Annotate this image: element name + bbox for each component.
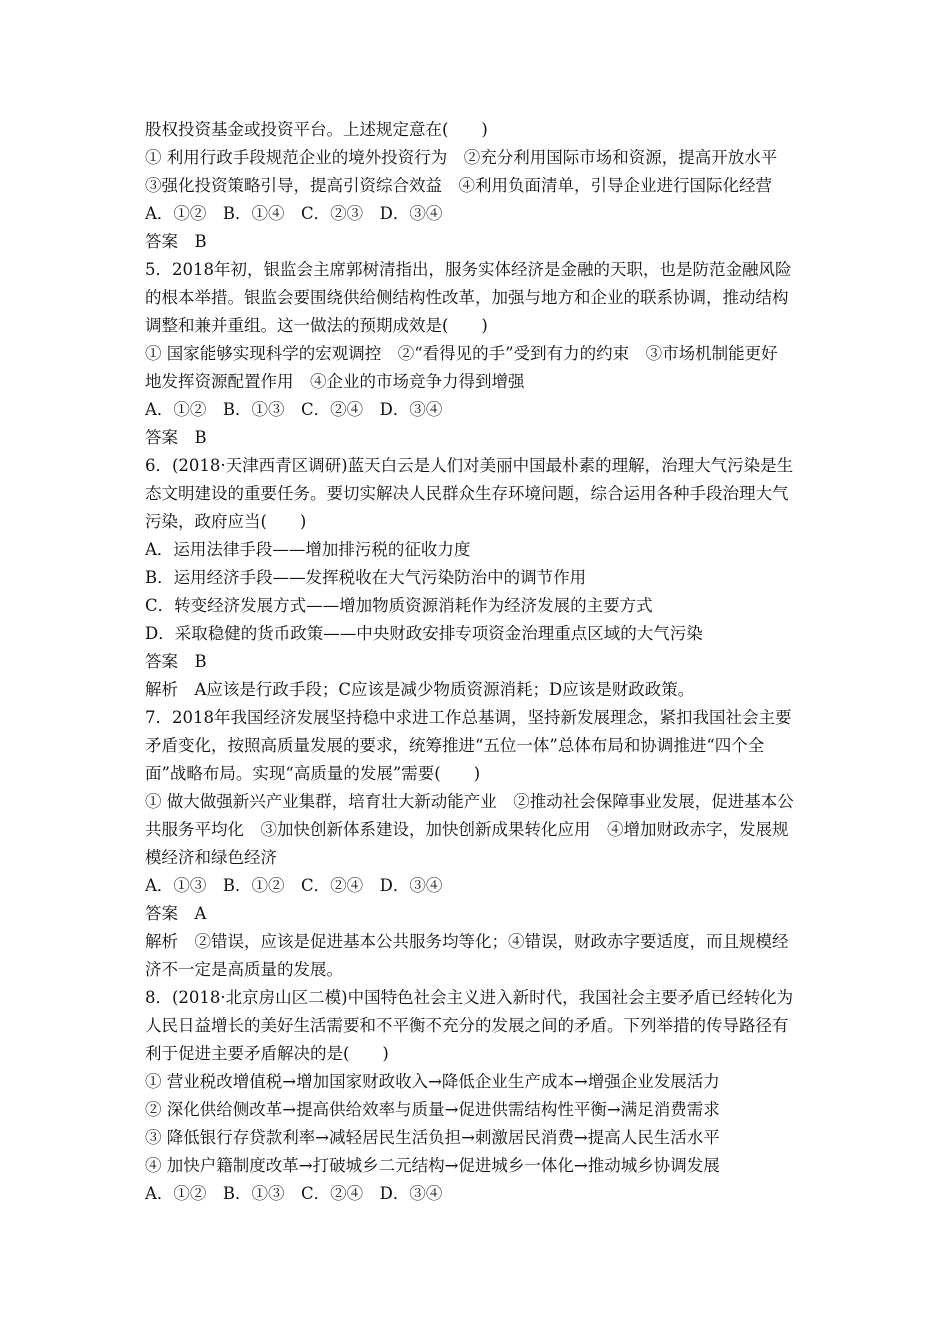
choice-d: D．采取稳健的货币政策——中央财政安排专项资金治理重点区域的大气污染 xyxy=(145,624,703,643)
option-line: ① 国家能够实现科学的宏观调控 ②“看得见的手”受到有力的约束 ③市场机制能更好 xyxy=(145,344,778,363)
choices-line: A．①② B．①③ C．②④ D．③④ xyxy=(145,1184,443,1203)
option-line: 共服务平均化 ③加快创新体系建设，加快创新成果转化应用 ④增加财政赤字，发展规 xyxy=(145,820,789,839)
option-line: ② 深化供给侧改革→提高供给效率与质量→促进供需结构性平衡→满足消费需求 xyxy=(145,1100,720,1119)
analysis-line: 济不一定是高质量的发展。 xyxy=(145,960,343,979)
option-line: 地发挥资源配置作用 ④企业的市场竞争力得到增强 xyxy=(145,372,525,391)
answer-line: 答案 B xyxy=(145,652,207,671)
question-6: 6．(2018·天津西青区调研)蓝天白云是人们对美丽中国最朴素的理解，治理大气污染是生 xyxy=(145,456,794,475)
text-line: 人民日益增长的美好生活需要和不平衡不充分的发展之间的矛盾。下列举措的传导路径有 xyxy=(145,1016,789,1035)
answer-line: 答案 B xyxy=(145,428,207,447)
choices-line: A．①③ B．①② C．②④ D．③④ xyxy=(145,876,443,895)
text-line: 的根本举措。银监会要围绕供给侧结构性改革，加强与地方和企业的联系协调，推动结构 xyxy=(145,288,789,307)
text-line: 面”战略布局。实现“高质量的发展”需要( ) xyxy=(145,764,481,783)
question-5: 5．2018年初，银监会主席郭树清指出，服务实体经济是金融的天职，也是防范金融风险 xyxy=(145,260,792,279)
document-page xyxy=(145,116,815,1208)
text-line: 态文明建设的重要任务。要切实解决人民群众生存环境问题，综合运用各种手段治理大气 xyxy=(145,484,789,503)
option-line: 模经济和绿色经济 xyxy=(145,848,277,867)
choices-line: A．①② B．①③ C．②④ D．③④ xyxy=(145,400,443,419)
answer-line: 答案 A xyxy=(145,904,207,923)
option-line: ① 利用行政手段规范企业的境外投资行为 ②充分利用国际市场和资源，提高开放水平 xyxy=(145,148,778,167)
choice-b: B．运用经济手段——发挥税收在大气污染防治中的调节作用 xyxy=(145,568,587,587)
text-line: 调整和兼并重组。这一做法的预期成效是( ) xyxy=(145,316,488,335)
option-line: ③强化投资策略引导，提高引资综合效益 ④利用负面清单，引导企业进行国际化经营 xyxy=(145,176,772,195)
option-line: ④ 加快户籍制度改革→打破城乡二元结构→促进城乡一体化→推动城乡协调发展 xyxy=(145,1156,720,1175)
choices-line: A．①② B．①④ C．②③ D．③④ xyxy=(145,204,443,223)
choice-c: C．转变经济发展方式——增加物质资源消耗作为经济发展的主要方式 xyxy=(145,596,653,615)
text-line: 利于促进主要矛盾解决的是( ) xyxy=(145,1044,389,1063)
text-line: 矛盾变化，按照高质量发展的要求，统筹推进“五位一体”总体布局和协调推进“四个全 xyxy=(145,736,765,755)
question-8: 8．(2018·北京房山区二模)中国特色社会主义进入新时代，我国社会主要矛盾已经转化为 xyxy=(145,988,794,1007)
option-line: ③ 降低银行存贷款利率→减轻居民生活负担→刺激居民消费→提高人民生活水平 xyxy=(145,1128,720,1147)
option-line: ① 做大做强新兴产业集群，培育壮大新动能产业 ②推动社会保障事业发展，促进基本公 xyxy=(145,792,794,811)
option-line: ① 营业税改增值税→增加国家财政收入→降低企业生产成本→增强企业发展活力 xyxy=(145,1072,720,1091)
text-line: 股权投资基金或投资平台。上述规定意在( ) xyxy=(145,120,488,139)
choice-a: A．运用法律手段——增加排污税的征收力度 xyxy=(145,540,471,559)
analysis-line: 解析 A应该是行政手段；C应该是减少物质资源消耗；D应该是财政政策。 xyxy=(145,680,695,699)
answer-line: 答案 B xyxy=(145,232,207,251)
text-line: 污染，政府应当( ) xyxy=(145,512,307,531)
question-7: 7．2018年我国经济发展坚持稳中求进工作总基调，坚持新发展理念，紧扣我国社会主要 xyxy=(145,708,792,727)
analysis-line: 解析 ②错误，应该是促进基本公共服务均等化；④错误，财政赤字要适度，而且规模经 xyxy=(145,932,789,951)
